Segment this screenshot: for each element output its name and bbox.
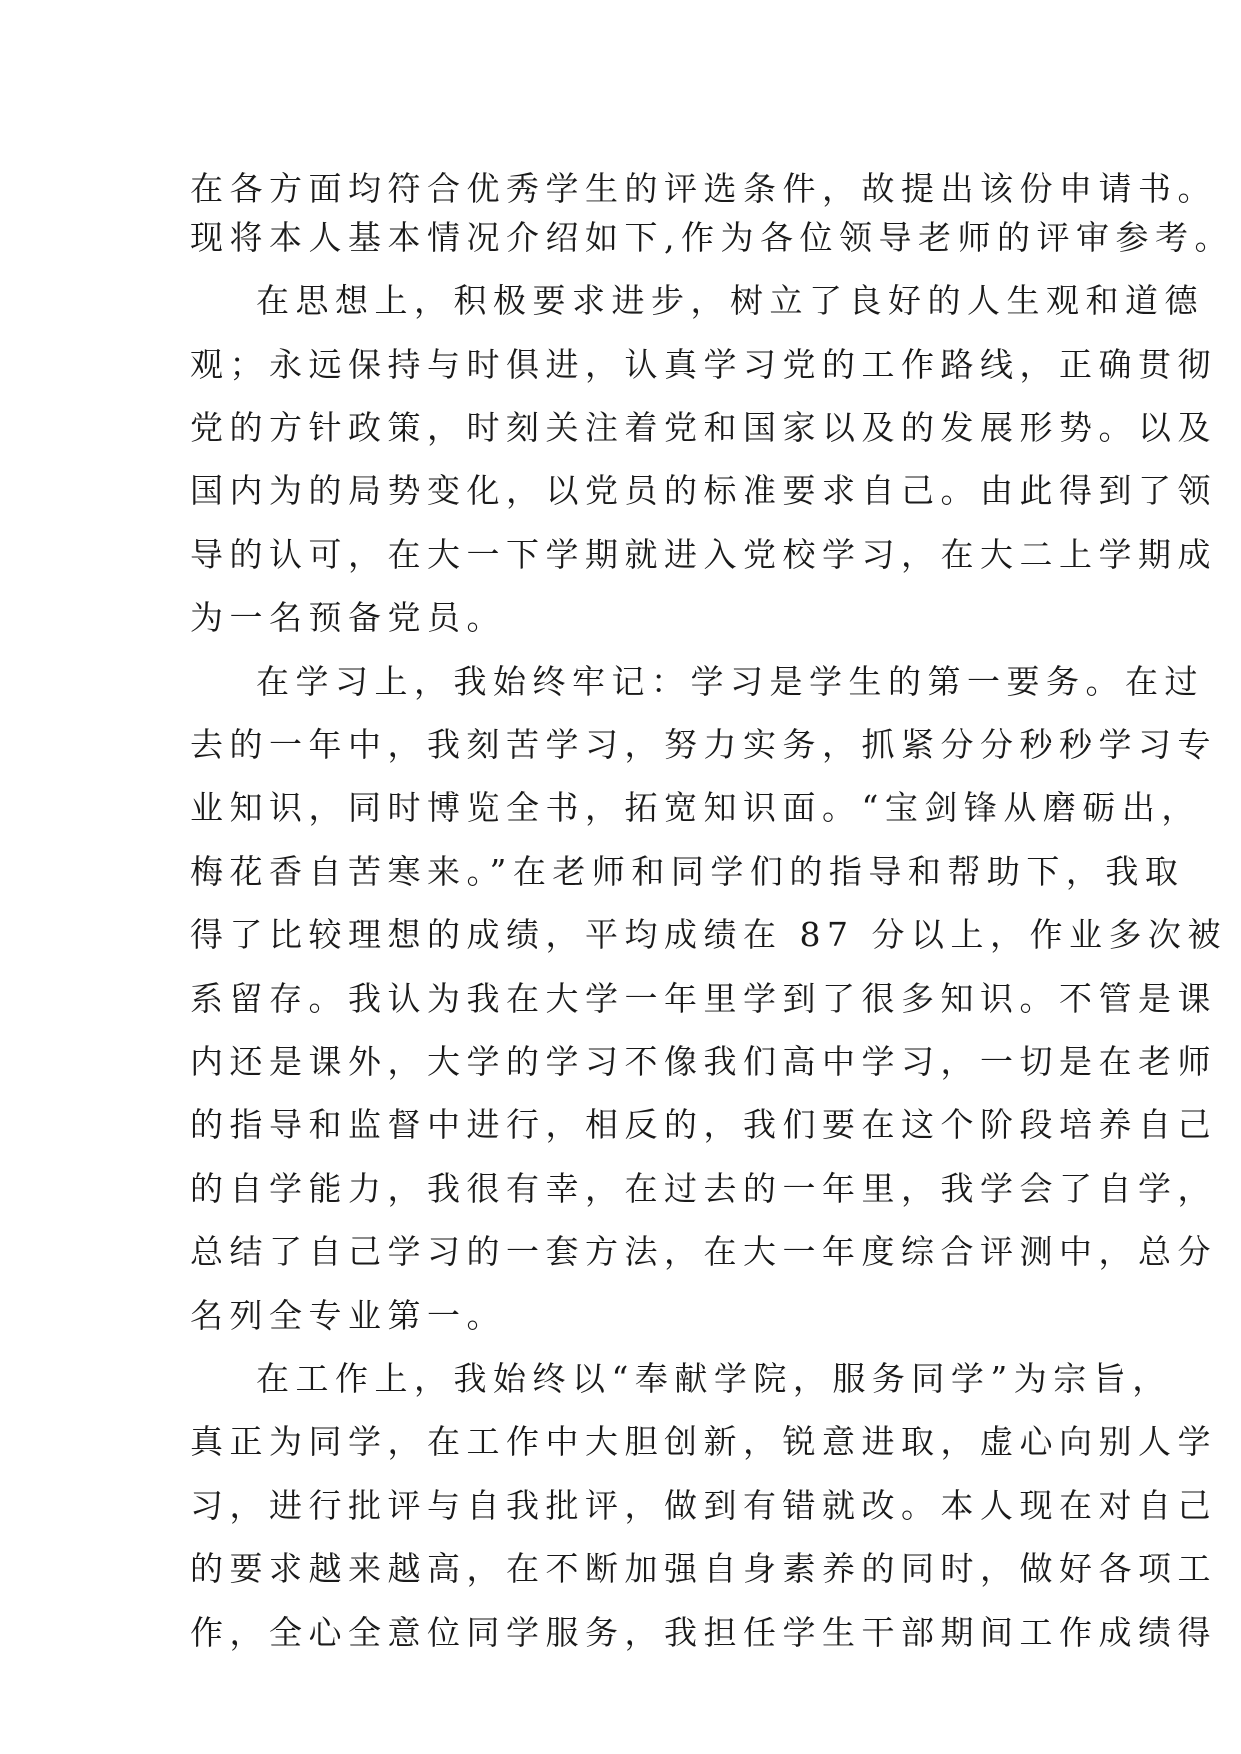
paragraph-start-line: 在思想上，积极要求进步，树立了良好的人生观和道德 xyxy=(256,281,1204,320)
text-line: 梅花香自苦寒来。”在老师和同学们的指导和帮助下，我取 xyxy=(190,852,1185,891)
text-line: 导的认可，在大一下学期就进入党校学习，在大二上学期成 xyxy=(190,535,1217,574)
text-line: 业知识，同时博览全书，拓宽知识面。“宝剑锋从磨砺出， xyxy=(190,788,1201,827)
text-line: 党的方针政策，时刻关注着党和国家以及的发展形势。以及 xyxy=(190,408,1217,447)
text-line: 国内为的局势变化，以党员的标准要求自己。由此得到了领 xyxy=(190,471,1217,510)
text-line: 去的一年中，我刻苦学习，努力实务，抓紧分分秒秒学习专 xyxy=(190,725,1217,764)
text-line: 习，进行批评与自我批评，做到有错就改。本人现在对自己 xyxy=(190,1486,1217,1525)
text-line: 现将本人基本情况介绍如下,作为各位领导老师的评审参考。 xyxy=(190,218,1234,257)
text-line: 系留存。我认为我在大学一年里学到了很多知识。不管是课 xyxy=(190,979,1217,1018)
paragraph-start-line: 在学习上，我始终牢记：学习是学生的第一要务。在过 xyxy=(256,662,1204,701)
text-line: 的要求越来越高，在不断加强自身素养的同时，做好各项工 xyxy=(190,1549,1217,1588)
text-line: 作，全心全意位同学服务，我担任学生干部期间工作成绩得 xyxy=(190,1613,1217,1652)
text-line: 内还是课外，大学的学习不像我们高中学习，一切是在老师 xyxy=(190,1042,1217,1081)
text-line: 的自学能力，我很有幸，在过去的一年里，我学会了自学， xyxy=(190,1169,1217,1208)
text-line: 在各方面均符合优秀学生的评选条件，故提出该份申请书。 xyxy=(190,169,1217,208)
text-line: 的指导和监督中进行，相反的，我们要在这个阶段培养自己 xyxy=(190,1105,1217,1144)
text-line: 得了比较理想的成绩，平均成绩在 87 分以上，作业多次被 xyxy=(190,915,1227,954)
text-line: 观；永远保持与时俱进，认真学习党的工作路线，正确贯彻 xyxy=(190,345,1217,384)
text-line: 为一名预备党员。 xyxy=(190,598,506,637)
paragraph-start-line: 在工作上，我始终以“奉献学院，服务同学”为宗旨， xyxy=(256,1359,1172,1398)
text-line: 总结了自己学习的一套方法，在大一年度综合评测中，总分 xyxy=(190,1232,1217,1271)
text-line: 真正为同学，在工作中大胆创新，锐意进取，虚心向别人学 xyxy=(190,1422,1217,1461)
text-line: 名列全专业第一。 xyxy=(190,1296,506,1335)
